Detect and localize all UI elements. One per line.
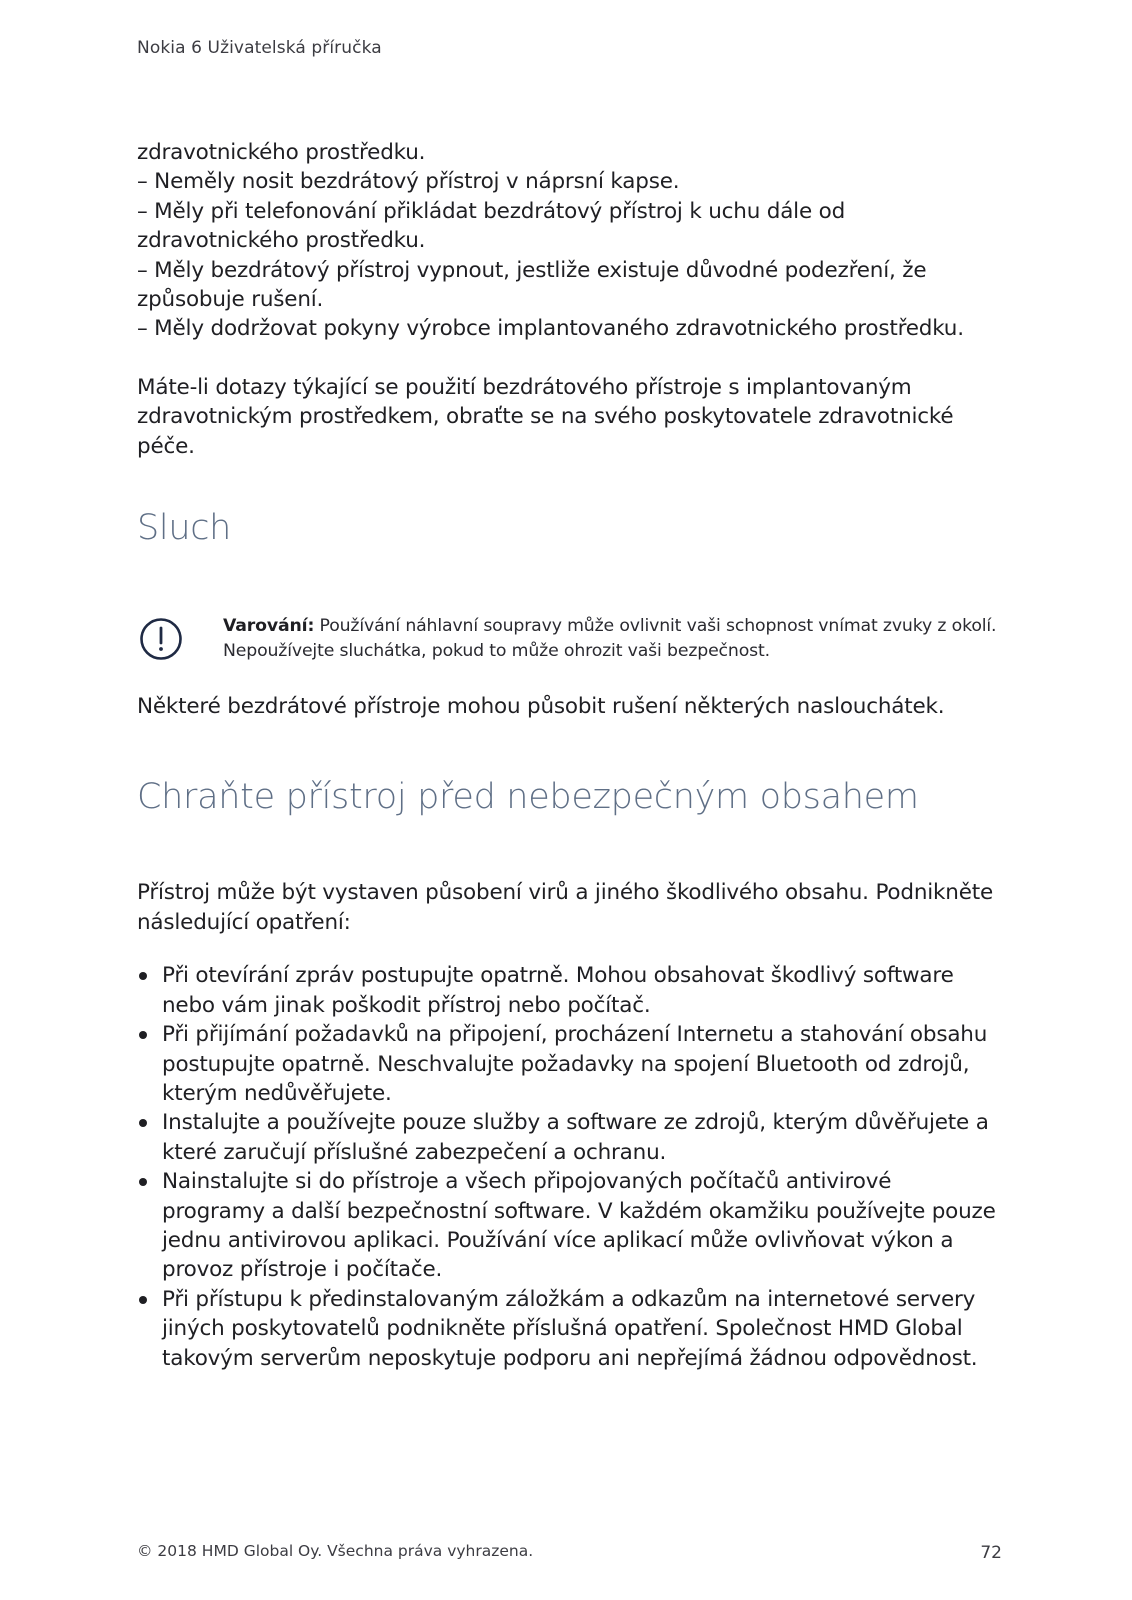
protect-paragraph: Přístroj může být vystaven působení virů a jiného škodlivého obsahu. Podnikněte následující opatření: [137, 880, 994, 935]
intro-list [137, 138, 997, 344]
intro-line: – Neměly nosit bezdrátový přístroj v náprsní kapse. [137, 169, 680, 195]
list-item: Instalujte a používejte pouze služby a software ze zdrojů, kterým důvěřujete a které zaručují příslušné zabezpečení a ochranu. [137, 1108, 997, 1167]
intro-line: zdravotnického prostředku. [137, 140, 426, 165]
warning-body: Používání náhlavní soupravy může ovlivnit vaši schopnost vnímat zvuky z okolí. Nepoužívejte sluchátka, pokud to může ohrozit vaši bezpečnost. [223, 616, 997, 662]
warning-text [223, 614, 997, 664]
intro-line: – Měly bezdrátový přístroj vypnout, jestliže existuje důvodné podezření, že způsobuje rušení. [137, 257, 927, 313]
page-content [137, 138, 997, 1373]
warning-box [137, 614, 997, 670]
warning-label: Varování: [223, 616, 315, 637]
list-item: Při přístupu k předinstalovaným záložkám a odkazům na internetové servery jiných poskytovatelů podnikněte příslušná opatření. Společnost HMD Global takovým serverům neposkytuje podporu ani nepřejímá žádnou odpovědnost. [137, 1285, 997, 1373]
page-header-title: Nokia 6 Uživatelská příručka [137, 38, 382, 58]
page-number: 72 [980, 1543, 1002, 1563]
section-heading-protect: Chraňte přístroj před nebezpečným obsahem [137, 777, 919, 818]
list-item: Při přijímání požadavků na připojení, procházení Internetu a stahování obsahu postupujte opatrně. Neschvalujte požadavky na spojení Bluetooth od zdrojů, kterým nedůvěřujete. [137, 1020, 997, 1108]
intro-line: – Měly dodržovat pokyny výrobce implantovaného zdravotnického prostředku. [137, 316, 964, 342]
section-heading-hearing: Sluch [137, 508, 232, 549]
hearing-paragraph: Některé bezdrátové přístroje mohou působit rušení některých naslouchátek. [137, 694, 945, 720]
list-item: Nainstalujte si do přístroje a všech připojovaných počítačů antivirové programy a další bezpečnostní software. V každém okamžiku používejte pouze jednu antivirovou aplikaci. Používání více aplikací může ovlivňovat výkon a provoz přístroje i počítače. [137, 1167, 997, 1285]
footer-copyright: © 2018 HMD Global Oy. Všechna práva vyhrazena. [137, 1542, 534, 1560]
exclamation-circle-icon [139, 617, 183, 661]
protect-bullet-list [137, 961, 997, 1373]
questions-paragraph: Máte-li dotazy týkající se použití bezdrátového přístroje s implantovaným zdravotnickým prostředkem, obraťte se na svého poskytovatele zdravotnické péče. [137, 374, 954, 459]
list-item: Při otevírání zpráv postupujte opatrně. Mohou obsahovat škodlivý software nebo vám jinak poškodit přístroj nebo počítač. [137, 961, 997, 1020]
intro-line: – Měly při telefonování přikládat bezdrátový přístroj k uchu dále od zdravotnického prostředku. [137, 198, 846, 254]
